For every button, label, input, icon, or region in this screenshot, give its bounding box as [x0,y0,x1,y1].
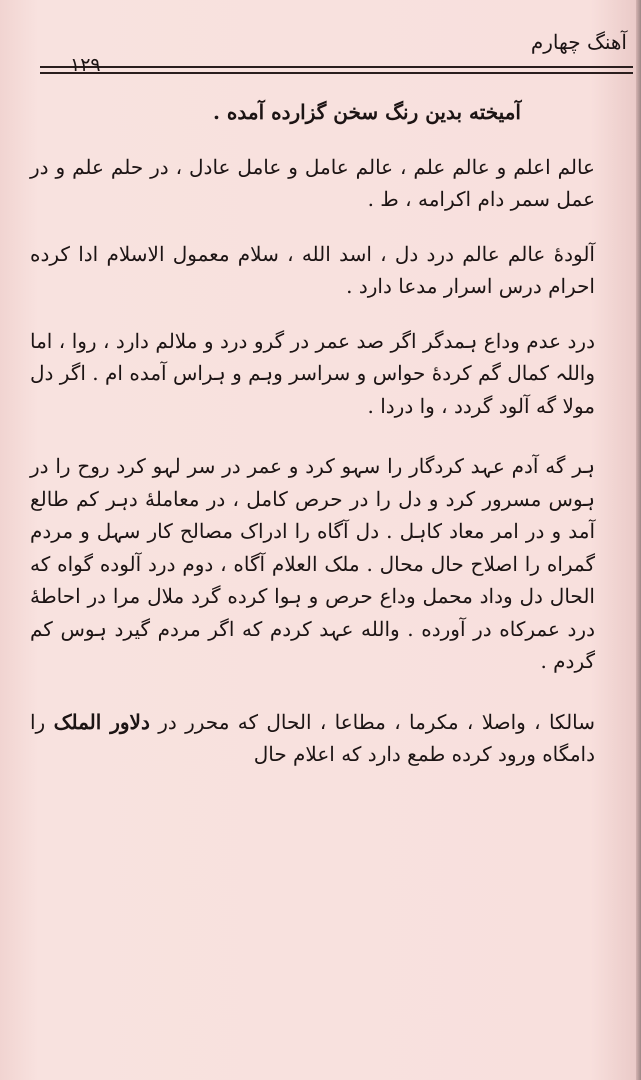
paragraph-5-start: سالکا ، واصلا ، مکرما ، مطاعا ، الحال که محرر در [158,709,596,734]
paragraph-1: عالم اعلم و عالم علم ، عالم عامل و عامل عادل ، در حلم علم و در عمل سمر دام اکرامه ، ط . [30,154,595,211]
paragraph-4: ہر گه آدم عہد کردگار را سہو کرد و عمر در سر لہو کرد روح را در ہوس مسرور کرد و دل را در حرص کامل ، در معاملهٔ دہر کم طالع آمد و در امر معاد کاہل . دل آگاه را ادراک مصالح کار سہل و مردم گمراه را اصلاح حال محال . ملک العلام آگاه ، دوم درد آلوده گواه که الحال دل وداد محمل وداع حرص و ہوا کرده گرد ملال مرا در احاطهٔ درد عمرکاه در آورده . والله عہد کردم که اگر مردم گیرد ہوس کم گردم . [30,454,595,673]
page-number: ۱۲۹ [70,54,101,76]
paragraph-5-name: دلاور الملک [53,709,150,734]
paragraph-3: درد عدم وداع ہمدگر اگر صد عمر در گرو درد و ملالم دارد ، روا ، اما واللہ کمال گم کردهٔ حواس و سراسر وہم و ہراس آمده ام . اگر دل مولا گه آلود گردد ، وا دردا . [30,328,595,418]
paragraph-5 [30,706,621,771]
page-edge [636,0,641,1080]
running-title: آهنگ چهارم [530,30,627,54]
paragraph-5-end: را دامگاه ورود کرده طمع دارد که اعلام حال [30,709,595,766]
running-head [40,22,633,76]
header-rule [40,72,633,74]
section-heading: آمیخته بدین رنگ سخن گزارده آمده . [213,100,521,124]
paragraph-2: آلودهٔ عالم عالم درد دل ، اسد الله ، سلام معمول الاسلام ادا کرده احرام درس اسرار مدعا دارد . [30,241,595,298]
page-body [30,96,621,771]
